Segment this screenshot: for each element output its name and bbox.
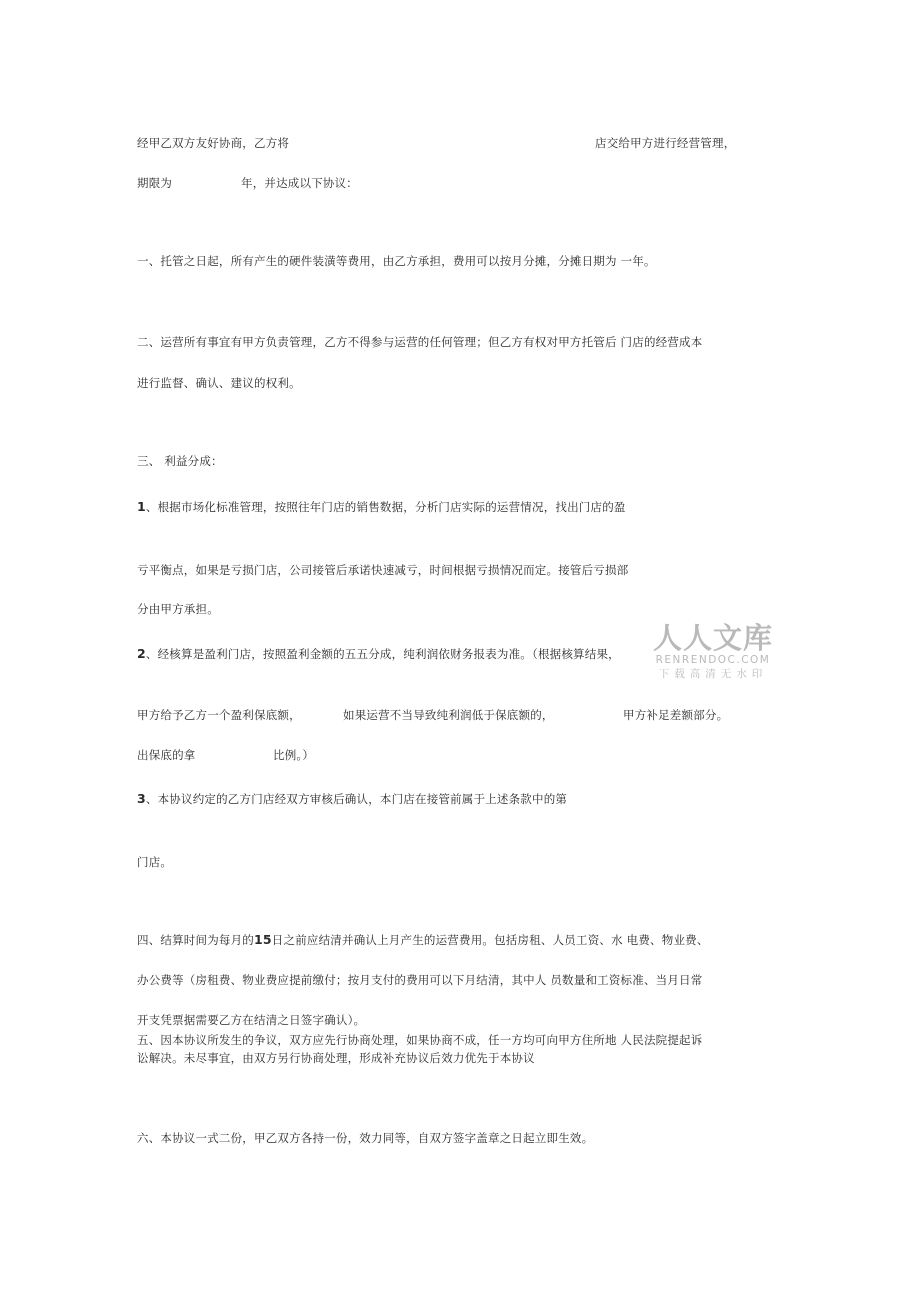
- clause-5-line-1: 五、因本协议所发生的争议，双方应先行协商处理，如果协商不成，任一方均可向甲方住所地 人民法院提起诉: [137, 1033, 703, 1047]
- clause-4-line-1-b: 日之前应结清并确认上月产生的运营费用。包括房租、人员工资、水 电费、物业费、: [271, 933, 709, 947]
- watermark-subtitle: 下载高清无水印: [658, 668, 768, 680]
- clause-4-line-3: 开支凭票据需要乙方在结清之日签字确认）。: [137, 1013, 366, 1027]
- clause-3-item-2-line-3b: 比例。）: [273, 748, 315, 762]
- clause-4-line-1-a: 四、结算时间为每月的: [137, 933, 254, 947]
- watermark-domain: RENRENDOC.COM: [655, 654, 771, 666]
- clause-2-line-1: 二、运营所有事宜有甲方负责管理，乙方不得参与运营的任何管理；但乙方有权对甲方托管后 门店的经营成本: [137, 335, 703, 349]
- clause-3-item-3-number: 3: [137, 791, 146, 806]
- clause-1-text: 一、托管之日起，所有产生的硬件装潢等费用，由乙方承担，费用可以按月分摊，分摊日期为 一年。: [137, 254, 656, 268]
- clause-3-item-2-line-2a: 甲方给予乙方一个盈利保底额，: [137, 708, 301, 722]
- clause-3-item-2-line-1: [137, 647, 620, 661]
- clause-4-line-1: [137, 933, 709, 947]
- clause-3-item-2-line-2b: 如果运营不当导致纯利润低于保底额的，: [343, 708, 554, 722]
- clause-3-item-3-line-1: [137, 792, 567, 806]
- clause-3-item-2-number: 2: [137, 646, 146, 661]
- clause-3-item-1-text: 、根据市场化标准管理，按照往年门店的销售数据，分析门店实际的运营情况，找出门店的盈: [145, 500, 626, 514]
- clause-3-item-2-line-3a: 出保底的拿: [137, 748, 196, 762]
- clause-3-item-3-line-2: 门店。: [137, 855, 173, 869]
- clause-3-item-2-line-2c: 甲方补足差额部分。: [623, 708, 729, 722]
- intro-line-1a: 经甲乙双方友好协商，乙方将: [137, 136, 290, 150]
- clause-4-day-number: 15: [254, 932, 272, 947]
- clause-6-text: 六、本协议一式二份，甲乙双方各持一份，效力同等，自双方签字盖章之日起立即生效。: [137, 1131, 594, 1145]
- clause-3-item-2-text: 、经核算是盈利门店，按照盈利金额的五五分成，纯利润依财务报表为准。（根据核算结果，: [145, 647, 620, 661]
- clause-4-line-2: 办公费等（房租费、物业费应提前缴付；按月支付的费用可以下月结清，其中人 员数量和工资标准、当月日常: [137, 973, 703, 987]
- intro-line-1b: 店交给甲方进行经营管理，: [595, 136, 736, 150]
- clause-5-line-2: 讼解决。未尽事宜，由双方另行协商处理，形成补充协议后效力优先于本协议: [137, 1051, 535, 1065]
- clause-3-item-1-line-3: 分由甲方承担。: [137, 602, 219, 616]
- clause-3-item-1-line-2: 亏平衡点，如果是亏损门店，公司接管后承诺快速减亏，时间根据亏损情况而定。接管后亏损部: [137, 563, 629, 577]
- intro-line-2b: 年，并达成以下协议：: [241, 176, 358, 190]
- clause-2-line-2: 进行监督、确认、建议的权利。: [137, 376, 301, 390]
- intro-line-2a: 期限为: [137, 176, 173, 190]
- clause-3-heading: 三、 利益分成：: [137, 454, 223, 468]
- clause-3-item-1-number: 1: [137, 499, 146, 514]
- watermark-title: 人人文库: [652, 621, 773, 655]
- clause-3-item-1-line-1: [137, 500, 626, 514]
- watermark: [648, 622, 778, 682]
- clause-3-item-3-text: 、本协议约定的乙方门店经双方审核后确认，本门店在接管前属于上述条款中的第: [145, 792, 568, 806]
